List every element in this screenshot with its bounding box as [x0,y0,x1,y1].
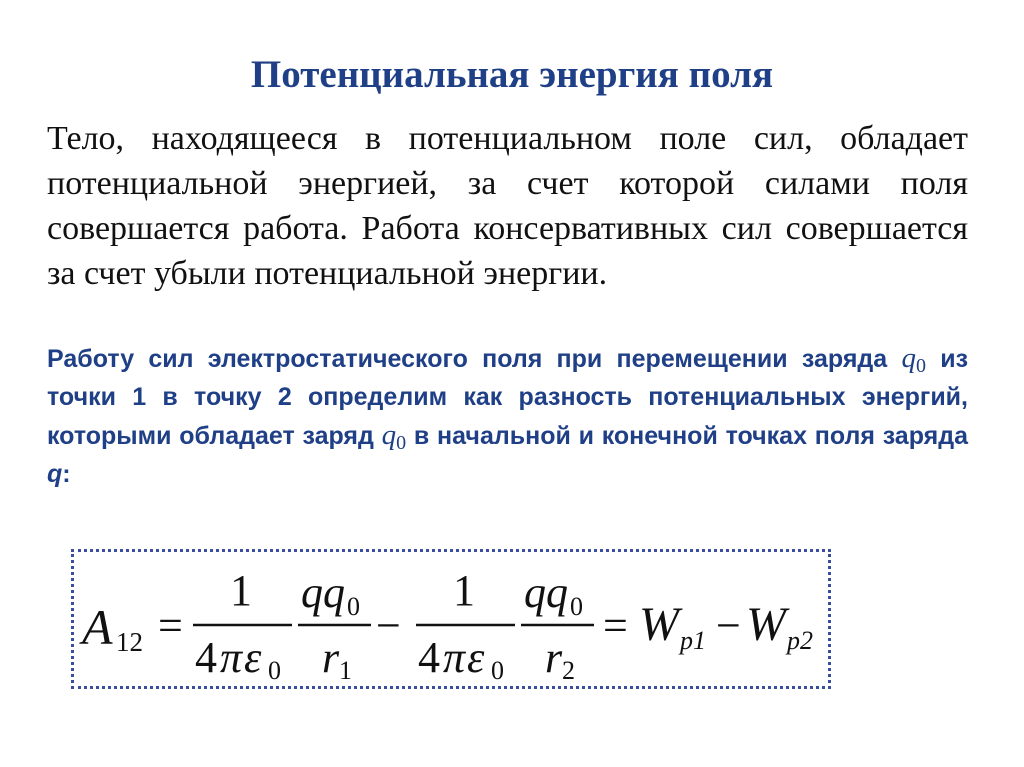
formula-epsilon: ε [467,633,485,682]
work-formula [74,552,828,686]
formula-numerator-sub: 0 [347,592,360,621]
formula-epsilon: ε [244,633,262,682]
charge-q0-symbol: $q_0$ [901,342,926,377]
formula-coef: 4 [418,633,440,682]
formula-equals: = [603,601,628,650]
charge-q-symbol: q [47,460,63,488]
formula-pi: π [220,633,243,682]
body-paragraph: Тело, находящееся в потенциальном поле сил, обладает потенциальной энергией, за счет которой силами поля совершается работа. Работа консервативных сил совершается за счет убыли потенциальной энергии. [47,120,968,292]
formula-r: r [545,633,563,682]
formula-equals: = [158,601,183,650]
formula-minus: − [376,601,401,650]
formula-epsilon-sub: 0 [491,656,504,685]
formula-W: W [639,598,679,651]
formula-r1-sub: 1 [339,656,352,685]
formula-one: 1 [453,566,475,615]
formula-minus: − [716,601,741,650]
formula-coef: 4 [195,633,217,682]
highlight-part3: в начальной и конечной точках поля заряда [406,422,969,450]
formula-W: W [746,598,786,651]
formula-pi: π [443,633,466,682]
highlight-part2: из точки 1 в точку 2 определим как разность потенциальных энергий, которыми обладает заряд [47,345,969,450]
formula-lhs: A [82,599,113,655]
formula-Wp2-sub: p2 [787,626,813,655]
formula-epsilon-sub: 0 [268,656,281,685]
formula-numerator: qq [301,568,345,617]
charge-q0-symbol: $q_0$ [381,419,407,454]
formula-numerator-sub: 0 [570,592,583,621]
highlight-part1: Работу сил электростатического поля при перемещении заряда [47,345,902,373]
formula-r2-sub: 2 [562,656,575,685]
highlight-part4: : [62,460,71,488]
formula-Wp1-sub: p1 [680,626,706,655]
formula-one: 1 [230,566,252,615]
formula-lhs-sub: 12 [116,627,143,657]
slide-title: Потенциальная энергия поля [250,53,774,96]
formula-box [71,549,831,689]
formula-numerator: qq [524,568,568,617]
formula-r: r [322,633,340,682]
highlighted-paragraph [47,339,968,493]
